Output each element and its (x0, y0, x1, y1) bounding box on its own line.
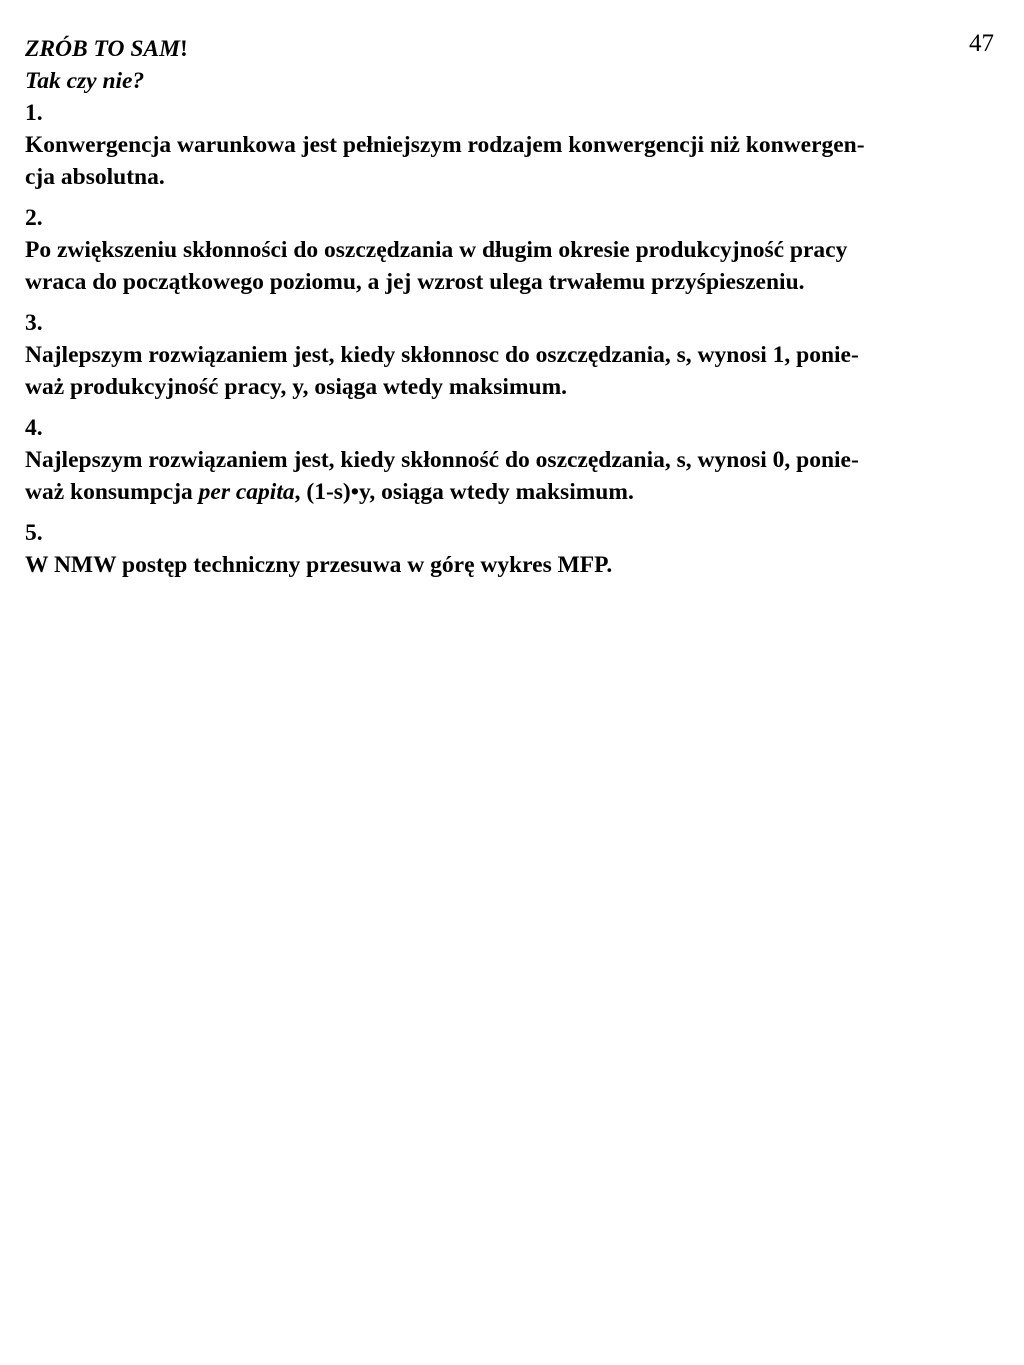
question-text-line (25, 476, 975, 508)
question-number: 1. (25, 100, 43, 126)
question-text-segment: , (1-s)•y, osiąga wtedy maksimum. (294, 479, 634, 505)
question-text-italic: per capita (198, 479, 295, 505)
question-2 (25, 202, 975, 298)
question-text-line: wraca do początkowego poziomu, a jej wzrost ulega trwałemu przyśpieszeniu. (25, 269, 805, 295)
question-text-line: waż produkcyjność pracy, y, osiąga wtedy maksimum. (25, 374, 568, 400)
question-1 (25, 97, 975, 193)
title-text: ZRÓB TO SAM (25, 36, 180, 62)
question-number: 4. (25, 415, 43, 441)
page-subtitle: Tak czy nie? (25, 68, 145, 94)
question-5 (25, 517, 975, 581)
question-text-line: Konwergencja warunkowa jest pełniejszym rodzajem konwergencji niż konwergen- (25, 132, 865, 158)
question-number: 3. (25, 310, 43, 336)
question-number: 2. (25, 205, 43, 231)
question-number: 5. (25, 520, 43, 546)
question-text-segment: waż konsumpcja (25, 479, 199, 505)
document-body (25, 33, 975, 590)
page-number: 47 (969, 30, 994, 57)
question-text-line: Najlepszym rozwiązaniem jest, kiedy skłonnosc do oszczędzania, s, wynosi 1, ponie- (25, 342, 859, 368)
question-text-line: Po zwiększeniu skłonności do oszczędzania w długim okresie produkcyjność pracy (25, 237, 848, 263)
question-4 (25, 412, 975, 508)
page-title (25, 33, 975, 65)
question-text-line: W NMW postęp techniczny przesuwa w górę wykres MFP. (25, 552, 613, 578)
question-3 (25, 307, 975, 403)
question-text-line: Najlepszym rozwiązaniem jest, kiedy skłonność do oszczędzania, s, wynosi 0, ponie- (25, 447, 859, 473)
title-exclamation: ! (179, 36, 188, 62)
question-text-line: cja absolutna. (25, 164, 165, 190)
